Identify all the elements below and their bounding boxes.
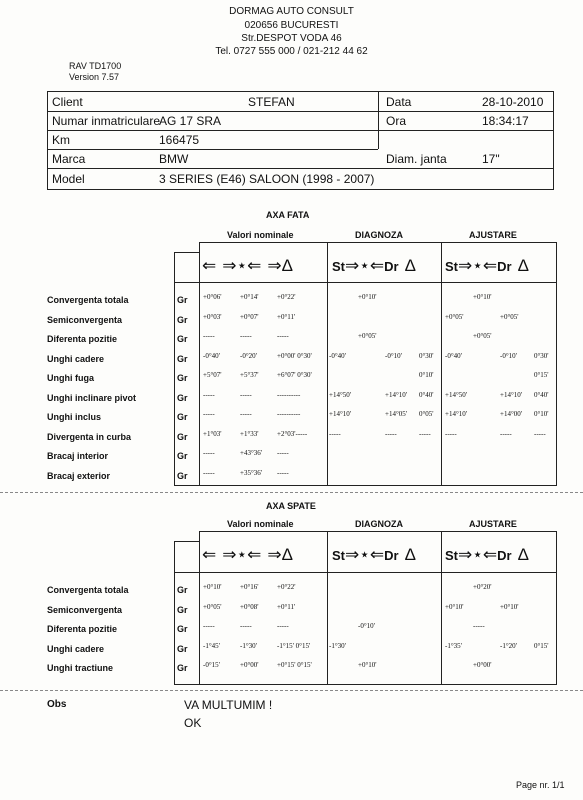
page-number: Page nr. 1/1 (516, 780, 565, 790)
device-version: Version 7.57 (69, 72, 120, 82)
star-axis-icon: ⇒⋆⇐ (222, 545, 262, 564)
value-cell: ----- (277, 332, 289, 340)
company-name: DORMAG AUTO CONSULT (229, 6, 354, 17)
value-cell: ----- (203, 449, 215, 457)
front-adjust-header: AJUSTARE (469, 230, 517, 240)
delta-icon: Δ (281, 256, 293, 275)
obs-line-1: VA MULTUMIM ! (184, 698, 273, 712)
company-city: 020656 BUCURESTI (244, 20, 339, 31)
value-cell: 0°30' (419, 351, 434, 360)
row-label: Unghi cadere (47, 353, 105, 364)
value-cell: ----- (240, 410, 252, 418)
value-cell: +0°16' (240, 583, 259, 591)
value-cell: +0°10' (358, 661, 377, 669)
delta-icon: Δ (281, 545, 293, 564)
value-cell: ----- (277, 468, 289, 477)
value-cell: ----- (445, 429, 457, 438)
delta-icon: Δ (517, 256, 529, 275)
value-cell: +0°10' (473, 293, 492, 301)
client-value: STEFAN (248, 95, 295, 109)
front-axle-title: AXA FATA (266, 210, 310, 220)
value-cell: ----- (240, 332, 252, 340)
value-cell: +0°00' (473, 661, 492, 669)
plate-label: Numar inmatriculare (52, 114, 161, 128)
value-cell: +0°05' (500, 312, 519, 321)
obs-line-2: OK (184, 716, 202, 730)
value-cell: +2°03'----- (277, 429, 308, 438)
value-cell: 0°30' (534, 351, 549, 360)
star-axis-icon: ⇒⋆⇐ (458, 256, 498, 275)
row-label: Diferenta pozitie (47, 334, 118, 344)
value-cell: +14°10' (445, 410, 468, 418)
row-label: Unghi cadere (47, 643, 105, 654)
date-label: Data (386, 95, 412, 109)
value-cell: +14°50' (329, 390, 352, 399)
unit-label: Gr (177, 353, 188, 364)
arrow-left-icon: ⇐ (202, 545, 217, 564)
unit-label: Gr (177, 392, 188, 403)
value-cell: ----- (203, 622, 215, 630)
rear-diagnose-header: DIAGNOZA (355, 519, 403, 529)
value-cell: +0°11' (277, 602, 296, 611)
row-label: Convergenta totala (47, 295, 129, 305)
value-cell: +0°03' (203, 312, 222, 321)
value-cell: +35°36' (240, 468, 263, 477)
front-adjust-symbols (445, 256, 529, 277)
value-cell: +1°33' (240, 429, 259, 438)
value-cell: 0°10' (534, 410, 549, 418)
value-cell: +0°10' (203, 583, 222, 591)
value-cell: -0°40' (203, 351, 220, 360)
time-label: Ora (386, 114, 407, 128)
arrow-left-icon: ⇐ (202, 256, 217, 275)
value-cell: -1°30' (329, 641, 346, 650)
row-label: Convergenta totala (47, 585, 129, 595)
unit-label: Gr (177, 585, 188, 595)
delta-icon: Δ (404, 545, 416, 564)
value-cell: ----- (203, 390, 215, 399)
rear-adjust-symbols (445, 545, 529, 566)
company-phone: Tel. 0727 555 000 / 021-212 44 62 (215, 46, 368, 57)
row-label: Unghi inclus (47, 412, 101, 422)
value-cell: +14°10' (385, 390, 408, 399)
arrow-right-icon: ⇒ (267, 545, 282, 564)
value-cell: -0°40' (329, 351, 346, 360)
value-cell: +43°36' (240, 449, 263, 457)
value-cell: +0°05' (358, 332, 377, 340)
value-cell: ----- (534, 429, 546, 438)
section-divider (0, 492, 583, 493)
rear-axle-title: AXA SPATE (266, 501, 316, 511)
rim-label: Diam. janta (386, 152, 447, 166)
left-label: St (332, 259, 345, 274)
value-cell: +0°07' (240, 312, 259, 321)
star-axis-icon: ⇒⋆⇐ (345, 545, 385, 564)
value-cell: +1°03' (203, 429, 222, 438)
unit-label: Gr (177, 470, 188, 481)
row-label: Unghi inclinare pivot (47, 392, 137, 403)
value-cell: +0°10' (445, 602, 464, 611)
value-cell: +0°05' (473, 332, 492, 340)
value-cell: -0°20' (240, 351, 257, 360)
value-cell: +0°14' (240, 293, 259, 301)
value-cell: +5°07' (203, 371, 222, 379)
delta-icon: Δ (404, 256, 416, 275)
value-cell: ----- (473, 622, 485, 630)
left-label: St (445, 259, 458, 274)
value-cell: +0°11' (277, 312, 296, 321)
value-cell: -0°15' (203, 661, 220, 669)
value-cell: +0°00' (240, 661, 259, 669)
unit-label: Gr (177, 624, 188, 634)
value-cell: ----- (240, 622, 252, 630)
value-cell: +0°05' (445, 312, 464, 321)
value-cell: ----- (203, 332, 215, 340)
value-cell: +0°22' (277, 583, 296, 591)
value-cell: -0°10' (385, 351, 402, 360)
company-street: Str.DESPOT VODA 46 (241, 33, 342, 44)
value-cell: -1°30' (240, 641, 257, 650)
unit-label: Gr (177, 295, 188, 305)
model-value: 3 SERIES (E46) SALOON (1998 - 2007) (159, 172, 375, 186)
left-label: St (445, 548, 458, 563)
device-info (69, 61, 121, 83)
value-cell: +0°10' (358, 293, 377, 301)
value-cell: ----- (500, 429, 512, 438)
unit-label: Gr (177, 451, 188, 461)
value-cell: ----- (203, 410, 215, 418)
value-cell: 0°15' (534, 641, 549, 650)
rear-adjust-header: AJUSTARE (469, 519, 517, 529)
row-label: Bracaj exterior (47, 470, 111, 481)
value-cell: +0°06' (203, 293, 222, 301)
value-cell: +6°07' 0°30' (277, 371, 312, 379)
unit-label: Gr (177, 412, 188, 422)
value-cell: ----- (277, 622, 289, 630)
unit-label: Gr (177, 314, 188, 325)
row-label: Bracaj interior (47, 451, 109, 461)
value-cell: ----- (329, 429, 341, 438)
right-label: Dr (497, 259, 512, 274)
star-axis-icon: ⇒⋆⇐ (222, 256, 262, 275)
value-cell: 0°05' (419, 410, 434, 418)
km-value: 166475 (159, 133, 200, 147)
make-label: Marca (52, 152, 86, 166)
value-cell: +0°15' 0°15' (277, 661, 312, 669)
row-label: Unghi tractiune (47, 663, 114, 673)
model-label: Model (52, 172, 85, 186)
client-info-box (47, 91, 554, 190)
value-cell: ---------- (277, 390, 301, 399)
value-cell: -0°10' (500, 351, 517, 360)
device-model: RAV TD1700 (69, 61, 122, 71)
front-diagnose-header: DIAGNOZA (355, 230, 403, 240)
rim-value: 17" (482, 152, 500, 166)
value-cell: 0°40' (419, 390, 434, 399)
right-label: Dr (384, 259, 399, 274)
date-value: 28-10-2010 (482, 95, 544, 109)
front-nominal-symbols (202, 256, 293, 276)
client-label: Client (52, 95, 83, 109)
make-value: BMW (159, 152, 189, 166)
value-cell: ----- (240, 390, 252, 399)
value-cell: +14°50' (445, 390, 468, 399)
unit-label: Gr (177, 663, 188, 673)
arrow-right-icon: ⇒ (267, 256, 282, 275)
unit-label: Gr (177, 334, 188, 344)
row-label: Divergenta in curba (47, 431, 132, 442)
value-cell: ----- (385, 429, 397, 438)
right-label: Dr (384, 548, 399, 563)
rear-nominal-symbols (202, 545, 293, 565)
left-label: St (332, 548, 345, 563)
value-cell: ---------- (277, 410, 301, 418)
row-label: Semiconvergenta (47, 604, 123, 615)
value-cell: 0°40' (534, 390, 549, 399)
delta-icon: Δ (517, 545, 529, 564)
value-cell: ----- (203, 468, 215, 477)
unit-label: Gr (177, 373, 188, 383)
value-cell: +5°37' (240, 371, 259, 379)
value-cell: 0°15' (534, 371, 549, 379)
value-cell: ----- (277, 449, 289, 457)
value-cell: ----- (419, 429, 431, 438)
value-cell: +0°00' 0°30' (277, 351, 312, 360)
rear-diagnose-symbols (332, 545, 416, 566)
value-cell: +14°10' (329, 410, 352, 418)
unit-label: Gr (177, 431, 188, 442)
row-label: Diferenta pozitie (47, 624, 118, 634)
obs-label: Obs (47, 699, 67, 710)
value-cell: -0°10' (358, 622, 375, 630)
value-cell: -1°35' (445, 641, 462, 650)
star-axis-icon: ⇒⋆⇐ (458, 545, 498, 564)
value-cell: -1°45' (203, 641, 220, 650)
value-cell: +0°05' (203, 602, 222, 611)
value-cell: +0°08' (240, 602, 259, 611)
value-cell: 0°10' (419, 371, 434, 379)
section-divider (0, 690, 583, 691)
star-axis-icon: ⇒⋆⇐ (345, 256, 385, 275)
value-cell: -1°15' 0°15' (277, 641, 311, 650)
value-cell: +0°20' (473, 583, 492, 591)
value-cell: +0°22' (277, 293, 296, 301)
row-label: Unghi fuga (47, 373, 94, 383)
unit-label: Gr (177, 643, 188, 654)
front-diagnose-symbols (332, 256, 416, 277)
unit-label: Gr (177, 604, 188, 615)
value-cell: +14°10' (500, 390, 523, 399)
value-cell: -0°40' (445, 351, 462, 360)
value-cell: -1°20' (500, 641, 517, 650)
time-value: 18:34:17 (482, 114, 529, 128)
value-cell: +14°00' (500, 410, 523, 418)
row-label: Semiconvergenta (47, 314, 123, 325)
plate-value: AG 17 SRA (159, 114, 222, 128)
km-label: Km (52, 133, 70, 147)
front-nominal-header: Valori nominale (227, 230, 294, 240)
value-cell: +0°10' (500, 602, 519, 611)
right-label: Dr (497, 548, 512, 563)
value-cell: +14°05' (385, 410, 408, 418)
rear-nominal-header: Valori nominale (227, 519, 294, 529)
